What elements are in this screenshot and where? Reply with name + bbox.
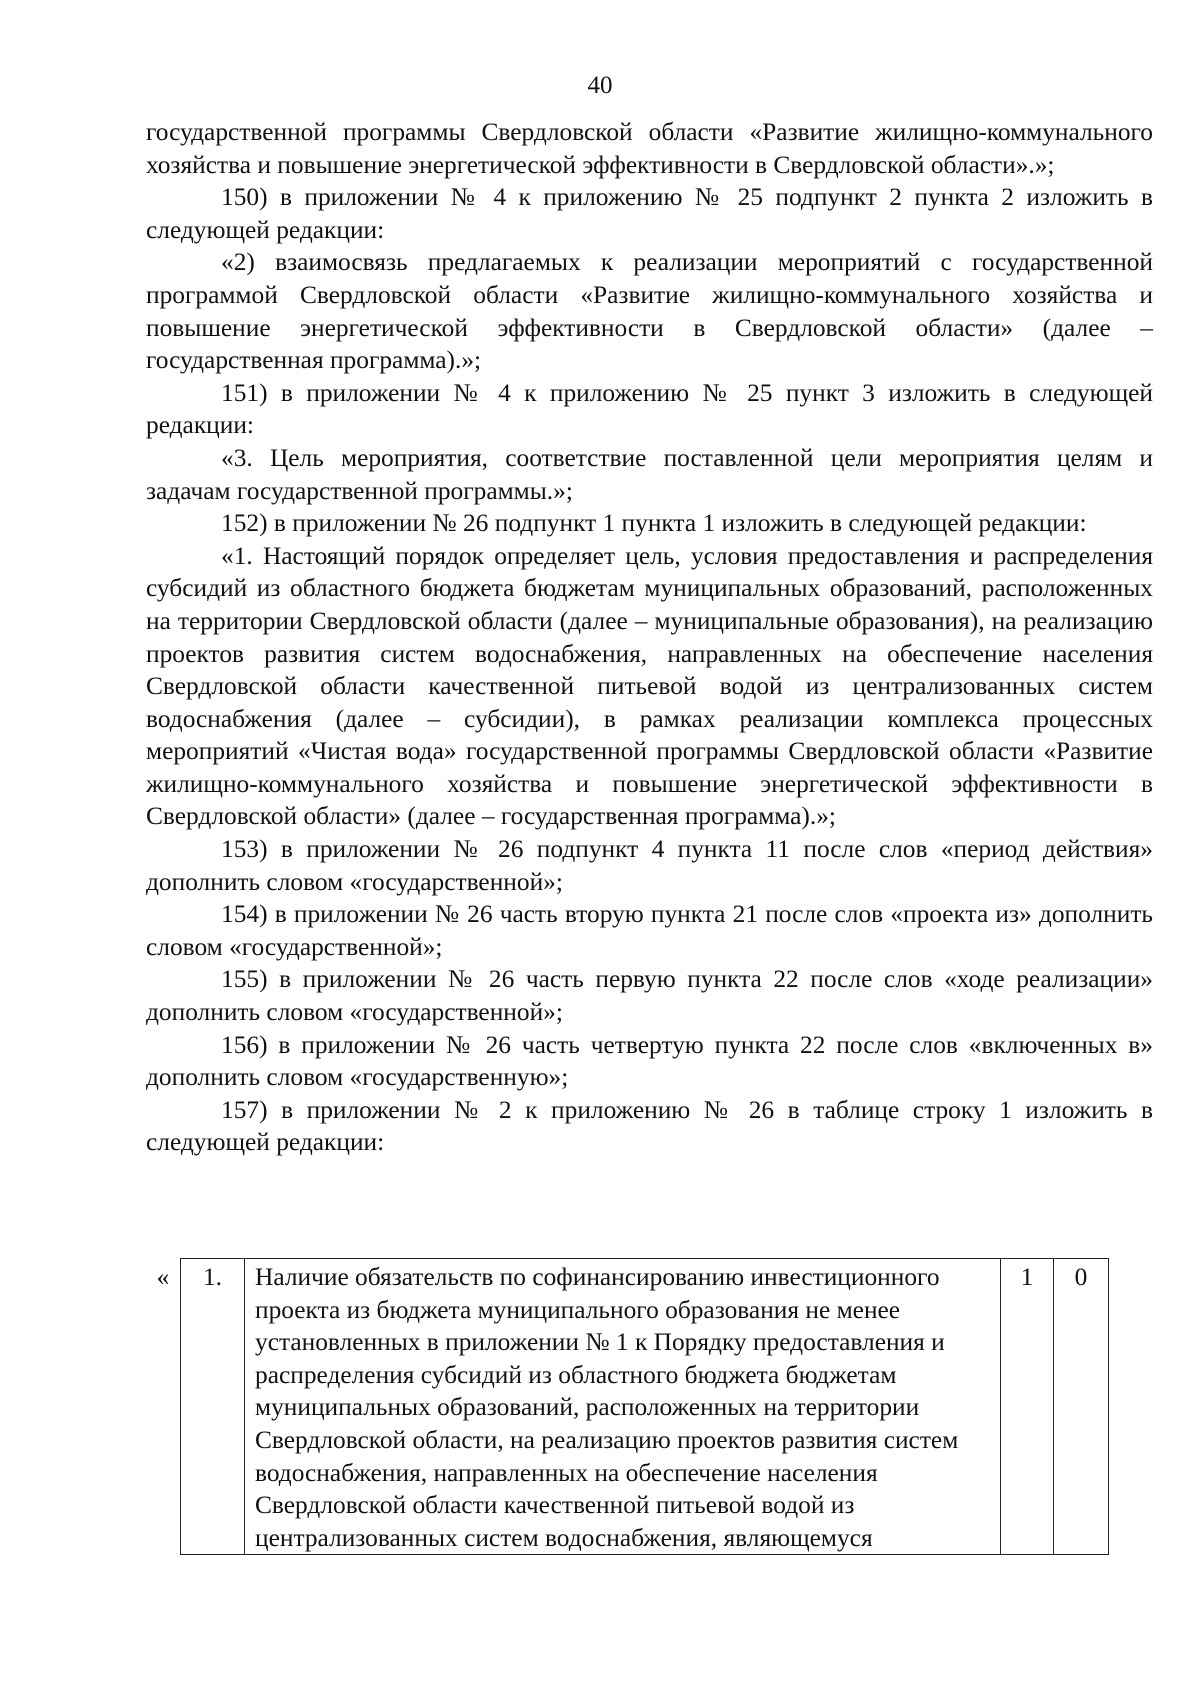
paragraph: 153) в приложении № 26 подпункт 4 пункта 11 после слов «период действия» дополнить словом «государственной»; — [146, 835, 1153, 896]
page-number: 40 — [587, 72, 613, 99]
paragraph: 152) в приложении № 26 подпункт 1 пункта 1 изложить в следующей редакции: — [221, 509, 1087, 538]
paragraph: государственной программы Свердловской области «Развитие жилищно-коммунального хозяйства и повышение энергетической эффективности в Свердловской области».»; — [146, 118, 1153, 179]
opening-quote: « — [156, 1262, 170, 1291]
paragraph: «2) взаимосвязь предлагаемых к реализации мероприятий с государственной программой Свердловской области «Развитие жилищно-коммунального хозяйства и повышение энергетической эффективности в Свердловской области» (далее – государственная программа).»; — [146, 248, 1153, 375]
row-number-cell: 1. — [181, 1259, 245, 1555]
criteria-table — [146, 1258, 1156, 1555]
paragraph: 156) в приложении № 26 часть четвертую пункта 22 после слов «включенных в» дополнить словом «государственную»; — [146, 1030, 1153, 1092]
table-row — [146, 1259, 1109, 1555]
paragraph: 157) в приложении № 2 к приложению № 26 в таблице строку 1 изложить в следующей редакции: — [146, 1095, 1153, 1157]
criterion-text-cell: Наличие обязательств по софинансированию инвестиционного проекта из бюджета муниципального образования не менее установленных в приложении № 1 к Порядку предоставления и распределения субсидий из областного бюджета бюджетам муниципальных образований, расположенных на территории Свердловской области, на реализацию проектов развития систем водоснабжения, направленных на обеспечение населения Свердловской области качественной питьевой водой из централизованных систем водоснабжения, являющемуся — [245, 1259, 1001, 1555]
paragraph: 155) в приложении № 26 часть первую пункта 22 после слов «ходе реализации» дополнить словом «государственной»; — [146, 965, 1153, 1027]
document-body — [146, 116, 1153, 1159]
paragraph: «3. Цель мероприятия, соответствие поставленной цели мероприятия целям и задачам государственной программы.»; — [146, 443, 1153, 505]
paragraph: 154) в приложении № 26 часть вторую пункта 21 после слов «проекта из» дополнить словом «государственной»; — [146, 900, 1153, 961]
value-cell-2: 0 — [1054, 1259, 1109, 1555]
paragraph: 150) в приложении № 4 к приложению № 25 подпункт 2 пункта 2 изложить в следующей редакции: — [146, 183, 1153, 244]
paragraph: «1. Настоящий порядок определяет цель, условия предоставления и распределения субсидий из областного бюджета бюджетам муниципальных образований, расположенных на территории Свердловской области (далее – муниципальные образования), на реализацию проектов развития систем водоснабжения, направленных на обеспечение населения Свердловской области качественной питьевой водой из централизованных систем водоснабжения (далее – субсидии), в рамках реализации комплекса процессных мероприятий «Чистая вода» государственной программы Свердловской области «Развитие жилищно-коммунального хозяйства и повышение энергетической эффективности в Свердловской области» (далее – государственная программа).»; — [146, 541, 1153, 831]
paragraph: 151) в приложении № 4 к приложению № 25 пункт 3 изложить в следующей редакции: — [146, 378, 1153, 440]
value-cell-1: 1 — [1001, 1259, 1054, 1555]
